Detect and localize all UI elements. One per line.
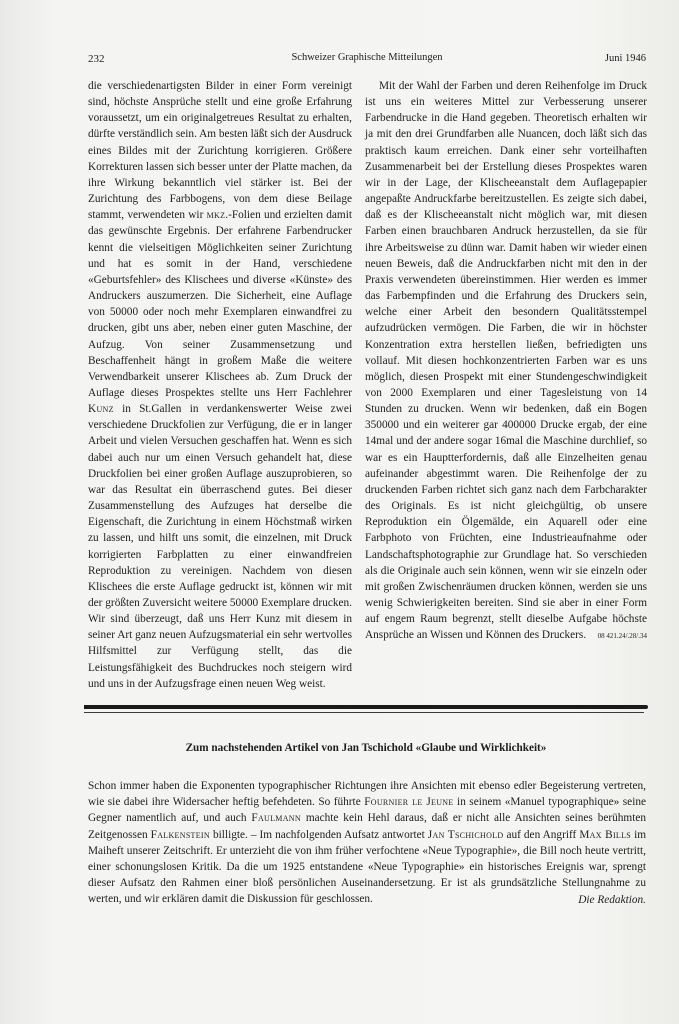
person-name: Max Bills [579,828,632,841]
article-intro [88,778,646,908]
person-name: Faulmann [251,812,301,825]
left-column-paragraph: die verschiedenartigsten Bilder in einer Form vereinigt sind, höchste Ansprüche stellt und eine große Erfahrung voraussetzt, um ein originalgetreues Resultat zu erhalten, dürfte verständlich sein. Am besten läßt sich der Ausdruck eines Bildes mit der Zurichtung korrigieren. Größere Korrekturen lassen sich besser unter der Platte machen, da ihre Wirkung bekanntlich viel stärker ist. Bei der Zurichtung des Farbbogens, von dem diese Beilage stammt, verwendeten wir mkz.-Folien und erzielten damit das gewünschte Ergebnis. Der erfahrene Farbendrucker kennt die vielseitigen Möglichkeiten seiner Zurichtung und hat es somit in der Hand, verschiedene «Geburtsfehler» des Klischees und diverse «Künste» des Andruckers auszumerzen. Die Sicherheit, eine Auflage von 50000 oder noch mehr Exemplaren einwandfrei zu drucken, gibt uns aber, neben einer guten Maschine, der Aufzug. Von seiner Zusammensetzung und Beschaffenheit hängt in großem Maße die weitere Verwendbarkeit unserer Klischees ab. Zum Druck der Auflage dieses Prospektes stellte uns Herr Fachlehrer Kunz in St.Gallen in verdankenswerter Weise zwei verschiedene Druckfolien zur Verfügung, die er in langer Arbeit und vielen Versuchen geschaffen hat. Wenn es sich dabei auch nur um einen Versuch gehandelt hat, diese Druckfolien bei einer großen Auflage auszuprobieren, so war das Resultat ein überraschend gutes. Bei dieser Zusammenstellung des Aufzuges hat derselbe die Eigenschaft, die Zurichtung in einem Höchstmaß wirken zu lassen, und hilft uns somit, die einzelnen, mit Druck korrigierten Farbplatten zu einer einwandfreien Reproduktion zu vereinigen. Nachdem von diesen Klischees die erste Auflage gedruckt ist, können wir mit der größten Zuversicht weitere 50000 Exemplare drucken. Wir sind überzeugt, daß uns Herr Kunz mit diesem in seiner Art ganz neuen Aufzugsmaterial ein sehr wertvolles Hilfsmittel zur Verfügung stellt, das die Leistungsfähigkeit des Buchdruckes noch steigern wird und uns in der Aufzugsfrage einen neuen Weg weist. [88,80,352,690]
issue-date: Juni 1946 [604,53,646,64]
journal-title: Schweizer Graphische Mitteilungen [291,52,443,63]
person-name: Falkenstein [150,828,210,841]
running-head [88,50,646,66]
article-intro-heading: Zum nachstehenden Artikel von Jan Tschichold «Glaube und Wirklichkeit» [185,742,547,754]
article-intro-paragraph: Schon immer haben die Exponenten typographischer Richtungen ihre Ansichten mit ebenso edler Begeisterung vertreten, wie sie dabei ihre Widersacher heftig befehdeten. So führte Fournier le Jeune in seinem «Manuel typographique» seine Gegner namentlich auf, und auch Faulmann machte kein Hehl daraus, daß er nicht alle Ansichten seines berühmten Zeitgenossen Falkenstein billigte. – Im nachfolgenden Aufsatz antwortet Jan Tschichold auf den Angriff Max Bills im Maiheft unserer Zeitschrift. Er unterzieht die von ihm früher verfochtene «Neue Typographie», die Bill noch heute vertritt, einer schonungslosen Kritik. Da die um 1925 entstandene «Neue Typographie» ein historisches Ereignis war, sprengt dieser Aufsatz den Rahmen einer bloß persönlichen Auseinandersetzung. Er ist als grundsätzliche Stellungnahme zu werten, und wir erklären damit die Diskussion für geschlossen. [88,780,647,906]
person-name: Fournier le Jeune [364,796,454,809]
page-number: 232 [88,53,105,65]
product-name-mkz: mkz [206,209,226,222]
right-column [365,78,647,641]
right-column-paragraph: Mit der Wahl der Farben und deren Reihenfolge im Druck ist uns ein weiteres Mittel zur Verbesserung unserer Farbendrucke in die Hand gegeben. Theoretisch erhalten wir ja mit den drei Grundfarben alle Nuancen, doch läßt sich das praktisch kaum erreichen. Dank einer sehr vorteilhaften Zusammenarbeit bei der Erstellung dieses Prospektes waren wir in der Lage, der Klischeeanstalt dem Auflagepapier angepaßte Andruckfarbe bereitzustellen. Es zeigte sich dabei, daß es der Klischeeanstalt nicht möglich war, mit diesen Farben einen brauchbaren Andruck herzustellen, da sie für ihre Arbeitsweise zu dünn war. Damit haben wir wieder einen neuen Beweis, daß die Andruckfarben nicht mit den in der Praxis verwendeten übereinstimmen. Hier werden es immer das Farbempfinden und die Erfahrung des Druckers sein, welche einer Arbeit den besondern Qualitätsstempel aufzudrücken vermögen. Die Farben, die wir in höchster Konzentration extra herstellen ließen, befriedigten uns vollauf. Mit diesen hochkonzentrierten Farben war es uns möglich, diesen Prospekt mit einer Stundengeschwindigkeit von 2000 Exemplaren und einer Tagesleistung von 14 Stunden zu drucken. Wenn wir bedenken, daß ein Bogen 350000 und ein weiterer gar 400000 Drucke ergab, der eine 14mal und der andere sogar 16mal die Maschine durchlief, so war es ein Hauptterfordernis, daß alle Einzelheiten genau aufeinander abgestimmt waren. Die Reihenfolge der zu druckenden Farben richtet sich ganz nach dem Farbcharakter des Originals. Es ist nicht gleichgültig, ob unsere Reproduktion ein Ölgemälde, ein Aquarell oder eine Farbphoto von Früchten, eine Industrieaufnahme oder Landschaftsphotographie zur Grundlage hat. So verschieden als die Originale auch sein können, wenn wir sie einzeln oder mit großen Zwischenräumen drucken können, werden sie uns wenig Schwierigkeiten bereiten. Sind sie aber in einer Form auf engem Raum begrenzt, stellt dieselbe Aufgabe höchste Ansprüche an Wissen und Können des Druckers. [365,80,647,642]
section-divider-thick [84,705,648,709]
section-divider-thin [84,712,644,713]
person-name: Jan Tschichold [427,828,504,841]
person-name-kunz: Kunz [88,403,114,416]
left-column [88,78,352,692]
editorial-signature: Die Redaktion. [578,893,646,906]
classification-code: 08 421.24/.28/.34 [597,632,647,641]
